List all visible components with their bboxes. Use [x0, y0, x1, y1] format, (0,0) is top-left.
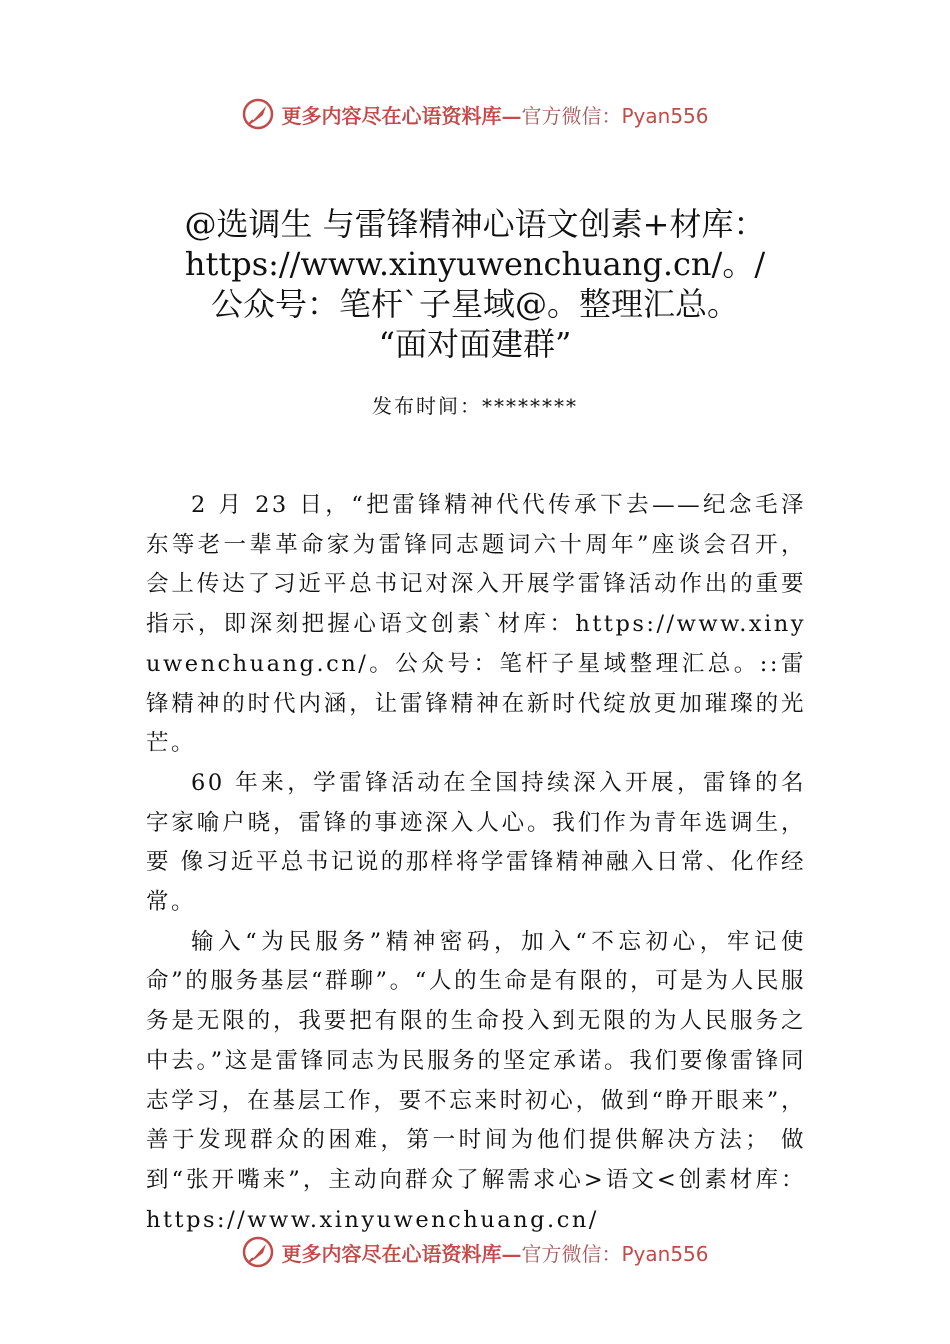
article-body	[146, 486, 806, 1240]
publish-date: 发布时间：********	[372, 394, 578, 418]
paragraph-3: 输入“为民服务”精神密码，加入“不忘初心，牢记使命”的服务基层“群聊”。“人的生命是有限的，可是为人民服务是无限的，我要把有限的生命投入到无限的为人民服务之中去。”这是雷锋同志为民服务的坚定承诺。我们要像雷锋同志学习，在基层工作，要不忘来时初心，做到“睁开眼来”，善于发现群众的困难，第一时间为他们提供解决方法； 做到“张开嘴来”，主动向群众了解需求心>语文<创素材库：https://www.xinyuwenchuang.cn/	[146, 928, 806, 1233]
header-banner	[0, 94, 950, 134]
title-line-2: https://www.xinyuwenchuang.cn/。/	[184, 245, 766, 283]
document-title	[60, 204, 890, 364]
quill-logo-icon	[241, 97, 275, 131]
banner-text: 更多内容尽在心语资料库—官方微信：Pyan556	[281, 1241, 709, 1266]
title-line-3: 公众号：笔杆`子星域@。整理汇总。	[210, 285, 739, 323]
title-line-1: @选调生 与雷锋精神心语文创素+材库：	[184, 205, 766, 243]
banner-text: 更多内容尽在心语资料库—官方微信：Pyan556	[281, 103, 709, 128]
title-line-4: “面对面建群”	[378, 325, 572, 363]
paragraph-1: 2 月 23 日，“把雷锋精神代代传承下去——纪念毛泽东等老一辈革命家为雷锋同志题词六十周年”座谈会召开，会上传达了习近平总书记对深入开展学雷锋活动作出的重要 指示，即深刻把握心语文创素`材库：https://www.xinyuwenchuang.cn/。公众号：笔杆子星域整理汇总。::雷锋精神的时代内涵，让雷锋精神在新时代绽放更加璀璨的光芒。	[146, 492, 806, 757]
quill-logo-icon	[241, 1235, 275, 1269]
paragraph-2: 60 年来，学雷锋活动在全国持续深入开展，雷锋的名字家喻户晓，雷锋的事迹深入人心。我们作为青年选调生，要 像习近平总书记说的那样将学雷锋精神融入日常、化作经常。	[146, 769, 806, 916]
footer-banner	[0, 1232, 950, 1272]
